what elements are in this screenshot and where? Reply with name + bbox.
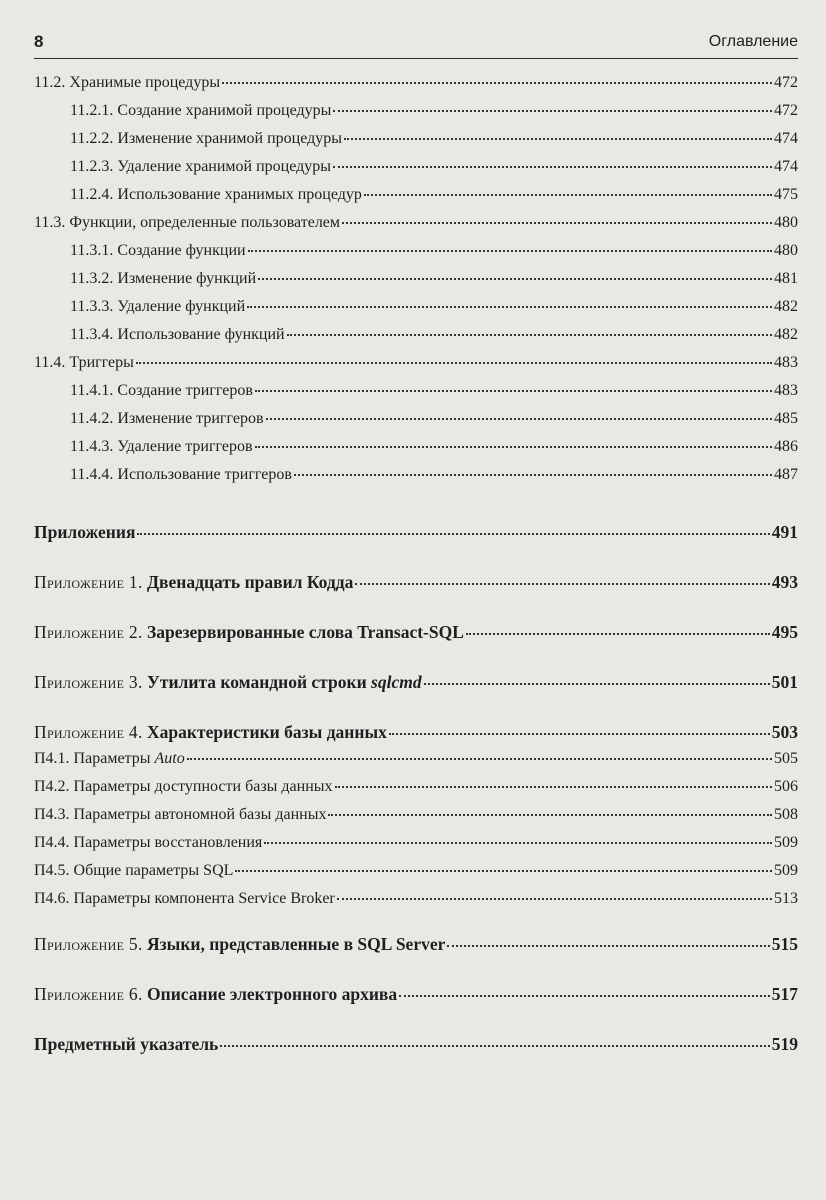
appendix-prefix: Приложение 2.: [34, 622, 143, 642]
toc-entry-appendix-6[interactable]: [34, 984, 798, 1008]
toc-entry-11-3-1[interactable]: [34, 242, 798, 266]
toc-entry-label: 11.3.3. Удаление функций: [70, 298, 246, 315]
toc-page-number: 509: [774, 834, 798, 851]
dot-leader: [248, 249, 772, 252]
toc-page-number: 474: [774, 158, 798, 175]
dot-leader: [294, 473, 772, 476]
toc-page-number: 483: [774, 354, 798, 371]
dot-leader: [335, 785, 772, 788]
toc-page-number: 482: [774, 326, 798, 343]
appendix-prefix: Приложение 6.: [34, 984, 143, 1004]
toc-page-number: 472: [774, 102, 798, 119]
toc-entry-label: Характеристики базы данных: [147, 722, 387, 742]
toc-entry-11-2-2[interactable]: [34, 130, 798, 154]
dot-leader: [364, 193, 772, 196]
toc-entry-label-italic: Auto: [154, 750, 185, 767]
toc-entry-label: Языки, представленные в SQL Server: [147, 934, 446, 954]
toc-entry-p4-1[interactable]: [34, 750, 798, 774]
toc-page-number: 480: [774, 242, 798, 259]
dot-leader: [287, 333, 772, 336]
toc-entry-11-2-3[interactable]: [34, 158, 798, 182]
toc-page-number: 481: [774, 270, 798, 287]
dot-leader: [136, 361, 772, 364]
toc-entry-label: 11.4. Триггеры: [34, 354, 134, 371]
toc-page-number: 491: [771, 522, 798, 542]
toc-entry-11-3-3[interactable]: [34, 298, 798, 322]
toc-entry-11-4-2[interactable]: [34, 410, 798, 434]
dot-leader: [222, 81, 772, 84]
toc-entry-appendix-1[interactable]: [34, 572, 798, 596]
appendix-prefix: Приложение 5.: [34, 934, 143, 954]
toc-entry-p4-4[interactable]: [34, 834, 798, 858]
toc-entry-label: Двенадцать правил Кодда: [147, 572, 354, 592]
dot-leader: [247, 305, 772, 308]
dot-leader: [333, 165, 772, 168]
dot-leader: [447, 944, 769, 947]
toc-page-number: 509: [774, 862, 798, 879]
page-header: [34, 30, 798, 59]
toc-entry-label: 11.2. Хранимые процедуры: [34, 74, 221, 91]
dot-leader: [344, 137, 772, 140]
dot-leader: [337, 897, 772, 900]
toc-entry-subject-index[interactable]: [34, 1034, 798, 1058]
toc-entry-label: 11.2.1. Создание хранимой процедуры: [70, 102, 332, 119]
toc-page-number: 483: [774, 382, 798, 399]
toc-page-number: 508: [774, 806, 798, 823]
toc-entry-11-3-4[interactable]: [34, 326, 798, 350]
dot-leader: [255, 445, 772, 448]
toc-page-number: 501: [771, 672, 798, 692]
dot-leader: [264, 841, 772, 844]
toc-entry-appendix-4[interactable]: [34, 722, 798, 746]
toc-page-number: 506: [774, 778, 798, 795]
toc-entry-appendix-5[interactable]: [34, 934, 798, 958]
toc-entry-p4-6[interactable]: [34, 890, 798, 914]
toc-page-number: 513: [774, 890, 798, 907]
toc-entry-11-4-1[interactable]: [34, 382, 798, 406]
appendix-prefix: Приложение 4.: [34, 722, 143, 742]
toc-page-number: 493: [771, 572, 798, 592]
dot-leader: [137, 532, 769, 535]
toc-entry-p4-5[interactable]: [34, 862, 798, 886]
dot-leader: [466, 632, 770, 635]
toc-page-number: 480: [774, 214, 798, 231]
toc-entry-p4-3[interactable]: [34, 806, 798, 830]
appendix-prefix: Приложение 1.: [34, 572, 143, 592]
toc-entry-11-2-4[interactable]: [34, 186, 798, 210]
toc-page-number: 472: [774, 74, 798, 91]
toc-entry-label: П4.1. Параметры: [34, 750, 155, 767]
toc-entry-label: Описание электронного архива: [147, 984, 398, 1004]
toc-entry-appendices[interactable]: [34, 522, 798, 546]
toc-entry-label: Приложения: [34, 522, 136, 542]
toc-entry-label: 11.4.2. Изменение триггеров: [70, 410, 264, 427]
toc-entry-11-3-2[interactable]: [34, 270, 798, 294]
dot-leader: [328, 813, 772, 816]
toc-entry-p4-2[interactable]: [34, 778, 798, 802]
toc-entry-label: 11.2.4. Использование хранимых процедур: [70, 186, 362, 203]
toc-entry-label: 11.2.3. Удаление хранимой процедуры: [70, 158, 332, 175]
toc-entry-appendix-2[interactable]: [34, 622, 798, 646]
toc-entry-label: Утилита командной строки: [147, 672, 372, 692]
dot-leader: [187, 757, 772, 760]
toc-entry-label-italic: sqlcmd: [371, 672, 422, 692]
dot-leader: [333, 109, 772, 112]
toc-page-number: 519: [771, 1034, 798, 1054]
toc-page-number: 486: [774, 438, 798, 455]
toc-page-number: 482: [774, 298, 798, 315]
toc-entry-label: П4.5. Общие параметры SQL: [34, 862, 234, 879]
toc-entry-label: 11.2.2. Изменение хранимой процедуры: [70, 130, 342, 147]
toc-entry-label: 11.4.1. Создание триггеров: [70, 382, 253, 399]
toc-entry-label: 11.4.3. Удаление триггеров: [70, 438, 253, 455]
dot-leader: [255, 389, 772, 392]
toc-entry-label: 11.4.4. Использование триггеров: [70, 466, 292, 483]
toc-page-number: 485: [774, 410, 798, 427]
toc-entry-11-4-3[interactable]: [34, 438, 798, 462]
toc-page-number: 474: [774, 130, 798, 147]
toc-entry-11-3[interactable]: [34, 214, 798, 238]
toc-entry-label: 11.3.2. Изменение функций: [70, 270, 257, 287]
toc-entry-label: П4.3. Параметры автономной базы данных: [34, 806, 327, 823]
toc-entry-label: П4.6. Параметры компонента Service Broker: [34, 890, 335, 907]
toc-entry-label: Предметный указатель: [34, 1034, 219, 1054]
toc-page-number: 503: [771, 722, 798, 742]
dot-leader: [355, 582, 769, 585]
toc-entry-11-4[interactable]: [34, 354, 798, 378]
dot-leader: [258, 277, 772, 280]
page-number: 8: [34, 32, 44, 51]
dot-leader: [424, 682, 770, 685]
toc-entry-label: 11.3.4. Использование функций: [70, 326, 285, 343]
dot-leader: [399, 994, 770, 997]
toc-entry-label: П4.4. Параметры восстановления: [34, 834, 263, 851]
toc-page-number: 487: [774, 466, 798, 483]
appendix-prefix: Приложение 3.: [34, 672, 143, 692]
toc-page-number: 495: [771, 622, 798, 642]
toc-entry-label: 11.3.1. Создание функции: [70, 242, 246, 259]
dot-leader: [342, 221, 772, 224]
toc-page-number: 505: [774, 750, 798, 767]
dot-leader: [389, 732, 770, 735]
toc-entry-label: П4.2. Параметры доступности базы данных: [34, 778, 333, 795]
running-title: Оглавление: [708, 33, 798, 50]
toc-entry-appendix-3[interactable]: [34, 672, 798, 696]
toc-entry-label: 11.3. Функции, определенные пользователем: [34, 214, 341, 231]
toc-entry-label: Зарезервированные слова Transact-SQL: [147, 622, 464, 642]
dot-leader: [235, 869, 772, 872]
dot-leader: [220, 1044, 769, 1047]
toc-page-number: 515: [771, 934, 798, 954]
dot-leader: [266, 417, 773, 420]
toc-entry-11-4-4[interactable]: [34, 466, 798, 490]
toc-entry-11-2-1[interactable]: [34, 102, 798, 126]
toc-page-number: 517: [771, 984, 798, 1004]
toc-page-number: 475: [774, 186, 798, 203]
toc-entry-11-2[interactable]: [34, 74, 798, 98]
